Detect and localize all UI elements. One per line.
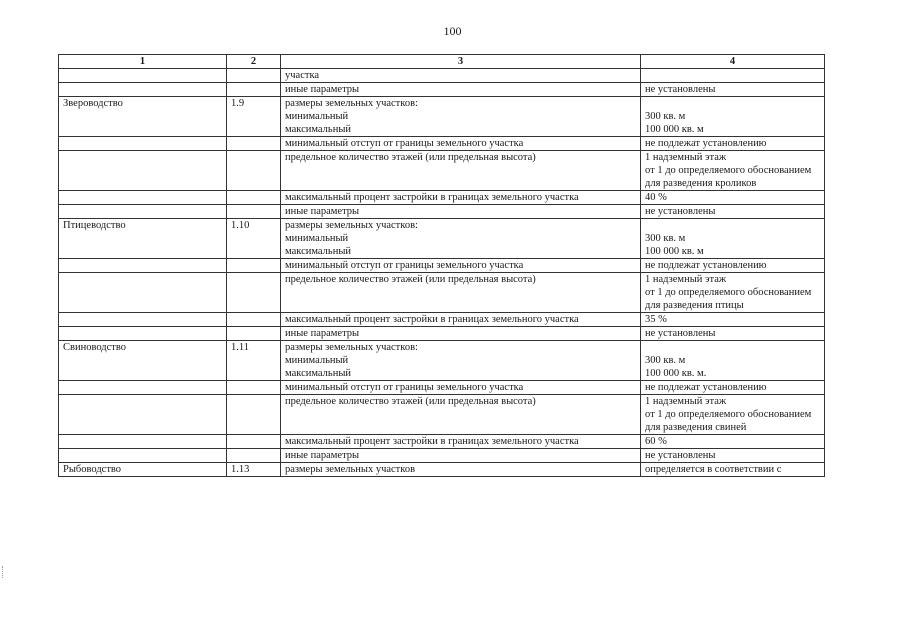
table-row <box>59 381 825 395</box>
cell-param: минимальный отступ от границы земельного участка <box>281 137 641 151</box>
table-row <box>59 97 825 137</box>
table-row <box>59 463 825 477</box>
table-row <box>59 313 825 327</box>
header-col-3: 3 <box>281 55 641 69</box>
cell-value: не подлежат установлению <box>641 137 825 151</box>
table-row <box>59 273 825 313</box>
scan-margin-mark <box>2 566 5 578</box>
cell-value: 60 % <box>641 435 825 449</box>
header-col-1: 1 <box>59 55 227 69</box>
cell-value: не подлежат установлению <box>641 381 825 395</box>
cell-param: минимальный отступ от границы земельного участка <box>281 259 641 273</box>
header-row <box>59 55 825 69</box>
table-row <box>59 205 825 219</box>
header-col-2: 2 <box>227 55 281 69</box>
table-row <box>59 341 825 381</box>
cell-param: размеры земельных участков: минимальный максимальный <box>281 219 641 259</box>
cell-param: предельное количество этажей (или предельная высота) <box>281 151 641 191</box>
cell-value: не установлены <box>641 327 825 341</box>
cell-param: максимальный процент застройки в границах земельного участка <box>281 313 641 327</box>
table-row <box>59 219 825 259</box>
cell-value: не установлены <box>641 449 825 463</box>
page-number: 100 <box>443 24 462 38</box>
cell-param: размеры земельных участков: минимальный максимальный <box>281 97 641 137</box>
cell-use-type: Свиноводство <box>59 341 227 381</box>
cell-value: 40 % <box>641 191 825 205</box>
table-row <box>59 259 825 273</box>
cell-value: 35 % <box>641 313 825 327</box>
cell-param: иные параметры <box>281 327 641 341</box>
cell-value: не установлены <box>641 205 825 219</box>
cell-param: иные параметры <box>281 449 641 463</box>
table-row <box>59 83 825 97</box>
cell-value: 300 кв. м 100 000 кв. м <box>641 97 825 137</box>
cell-value <box>641 69 825 83</box>
cell-value: 300 кв. м 100 000 кв. м. <box>641 341 825 381</box>
cell-use-type: Звероводство <box>59 97 227 137</box>
table-row <box>59 137 825 151</box>
cell-code <box>227 69 281 83</box>
cell-param: предельное количество этажей (или предельная высота) <box>281 395 641 435</box>
cell-value: не установлены <box>641 83 825 97</box>
cell-value: определяется в соответствии с <box>641 463 825 477</box>
cell-param: размеры земельных участков <box>281 463 641 477</box>
cell-value: не подлежат установлению <box>641 259 825 273</box>
cell-code: 1.11 <box>227 341 281 381</box>
land-use-table <box>58 54 825 477</box>
table-row <box>59 395 825 435</box>
cell-param: предельное количество этажей (или предельная высота) <box>281 273 641 313</box>
cell-code: 1.9 <box>227 97 281 137</box>
table-row <box>59 327 825 341</box>
cell-param: максимальный процент застройки в границах земельного участка <box>281 435 641 449</box>
cell-param: иные параметры <box>281 83 641 97</box>
cell-value: 1 надземный этаж от 1 до определяемого обоснованием для разведения птицы <box>641 273 825 313</box>
table-row <box>59 69 825 83</box>
cell-code: 1.13 <box>227 463 281 477</box>
cell-code: 1.10 <box>227 219 281 259</box>
cell-param: участка <box>281 69 641 83</box>
cell-use-type <box>59 83 227 97</box>
table-row <box>59 151 825 191</box>
cell-param: иные параметры <box>281 205 641 219</box>
header-col-4: 4 <box>641 55 825 69</box>
cell-value: 1 надземный этаж от 1 до определяемого обоснованием для разведения кроликов <box>641 151 825 191</box>
cell-use-type <box>59 69 227 83</box>
cell-param: минимальный отступ от границы земельного участка <box>281 381 641 395</box>
cell-value: 1 надземный этаж от 1 до определяемого обоснованием для разведения свиней <box>641 395 825 435</box>
cell-param: максимальный процент застройки в границах земельного участка <box>281 191 641 205</box>
table-row <box>59 449 825 463</box>
table-row <box>59 435 825 449</box>
table-row <box>59 191 825 205</box>
cell-code <box>227 83 281 97</box>
cell-param: размеры земельных участков: минимальный максимальный <box>281 341 641 381</box>
cell-use-type: Птицеводство <box>59 219 227 259</box>
cell-use-type: Рыбоводство <box>59 463 227 477</box>
cell-value: 300 кв. м 100 000 кв. м <box>641 219 825 259</box>
